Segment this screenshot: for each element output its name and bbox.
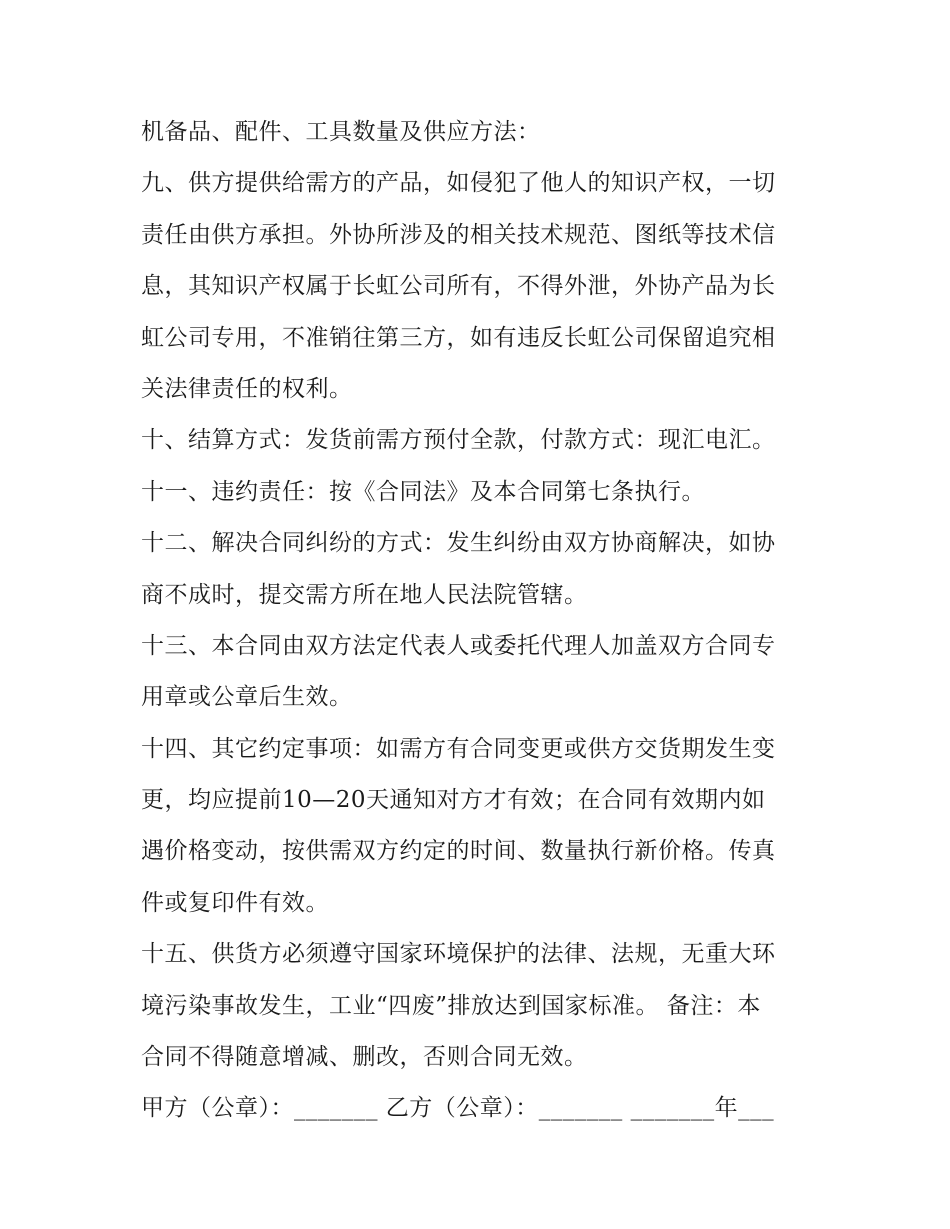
text-line: 十四、其它约定事项：如需方有合同变更或供方交货期发生变 xyxy=(141,735,776,762)
text-line: 机备品、配件、工具数量及供应方法： xyxy=(141,119,541,145)
text-line: 九、供方提供给需方的产品，如侵犯了他人的知识产权，一切 xyxy=(141,170,776,197)
text-line: 十五、供货方必须遵守国家环境保护的法律、法规，无重大环 xyxy=(141,941,776,968)
text-line: 件或复印件有效。 xyxy=(141,889,329,916)
text-line: 十二、解决合同纠纷的方式：发生纠纷由双方协商解决，如协 xyxy=(141,530,776,557)
contract-text xyxy=(141,107,821,1135)
text-line: 关法律责任的权利。 xyxy=(141,375,353,402)
text-line: 责任由供方承担。外协所涉及的相关技术规范、图纸等技术信 xyxy=(141,221,776,248)
text-line: 十、结算方式：发货前需方预付全款，付款方式：现汇电汇。 xyxy=(141,427,776,454)
text-line: 遇价格变动，按供需双方约定的时间、数量执行新价格。传真 xyxy=(141,838,776,865)
text-line: 商不成时，提交需方所在地人民法院管辖。 xyxy=(141,581,588,608)
text-line: 更，均应提前10—20天通知对方才有效；在合同有效期内如 xyxy=(141,787,766,814)
text-line: 十三、本合同由双方法定代表人或委托代理人加盖双方合同专 xyxy=(141,632,776,659)
text-line: 虹公司专用，不准销往第三方，如有违反长虹公司保留追究相 xyxy=(141,324,776,351)
text-line: 用章或公章后生效。 xyxy=(141,684,353,711)
text-line: 十一、违约责任：按《合同法》及本合同第七条执行。 xyxy=(141,478,705,505)
signature-line: 甲方（公章）：_______ 乙方（公章）：_______ _______年___ xyxy=(141,1095,775,1122)
text-line: 合同不得随意增减、删改，否则合同无效。 xyxy=(141,1044,588,1071)
text-line: 息，其知识产权属于长虹公司所有，不得外泄，外协产品为长 xyxy=(141,273,776,300)
text-line: 境污染事故发生，工业“四废”排放达到国家标准。 备注：本 xyxy=(141,992,761,1019)
